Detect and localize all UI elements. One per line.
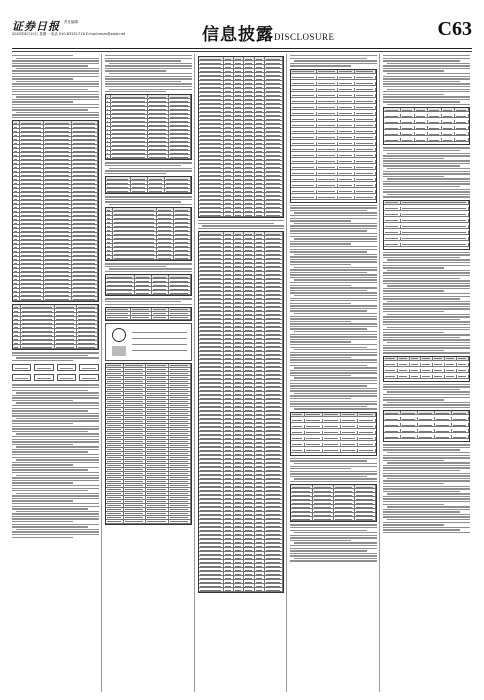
column-2	[105, 54, 195, 692]
data-table	[383, 200, 470, 250]
body-text	[105, 55, 192, 92]
body-text	[198, 220, 285, 229]
data-table	[12, 120, 99, 302]
editor-line: 责任编辑	[64, 20, 78, 24]
masthead-rule-thin	[12, 51, 472, 52]
column-5	[383, 54, 472, 692]
body-text	[105, 162, 192, 174]
data-table	[105, 307, 192, 321]
section-title-en: DISCLOSURE	[274, 32, 335, 42]
body-text	[105, 263, 192, 272]
body-text	[290, 458, 377, 483]
issue-meta: 2020年8月10日 星期一 电话 010-83251716 E-mail:zmzx@zqrb.net	[12, 32, 126, 36]
page-number: C63	[437, 18, 472, 40]
option-boxes	[12, 364, 99, 371]
body-text	[290, 55, 377, 67]
section-title	[202, 20, 335, 45]
data-table	[383, 107, 470, 145]
article-columns	[12, 54, 472, 692]
body-text	[383, 444, 470, 533]
data-table	[105, 176, 192, 194]
data-table	[105, 363, 192, 525]
body-text	[105, 298, 192, 305]
company-logo	[112, 346, 126, 356]
data-table	[105, 274, 192, 296]
data-table	[383, 410, 470, 442]
body-text	[12, 55, 99, 118]
body-text	[383, 252, 470, 354]
data-table	[290, 484, 377, 522]
data-table	[198, 56, 285, 218]
body-text	[105, 196, 192, 205]
seal-icon	[112, 328, 126, 342]
newspaper-logo: 证券日报	[12, 20, 60, 33]
column-1	[12, 54, 102, 692]
column-4	[290, 54, 380, 692]
data-table	[198, 231, 285, 593]
body-text	[383, 384, 470, 409]
data-table	[105, 94, 192, 160]
data-table	[290, 412, 377, 456]
body-text	[290, 205, 377, 410]
section-title-cn: 信息披露	[202, 25, 274, 45]
data-table	[290, 69, 377, 203]
column-3	[198, 54, 288, 692]
body-text	[383, 55, 470, 105]
certificate-image	[105, 323, 192, 361]
option-boxes	[12, 374, 99, 381]
body-text	[12, 384, 99, 538]
masthead	[12, 18, 472, 48]
masthead-rule	[12, 48, 472, 49]
body-text	[383, 147, 470, 197]
data-table	[383, 356, 470, 382]
data-table	[12, 304, 99, 350]
body-text	[12, 352, 99, 361]
data-table	[105, 207, 192, 261]
body-text	[290, 524, 377, 561]
